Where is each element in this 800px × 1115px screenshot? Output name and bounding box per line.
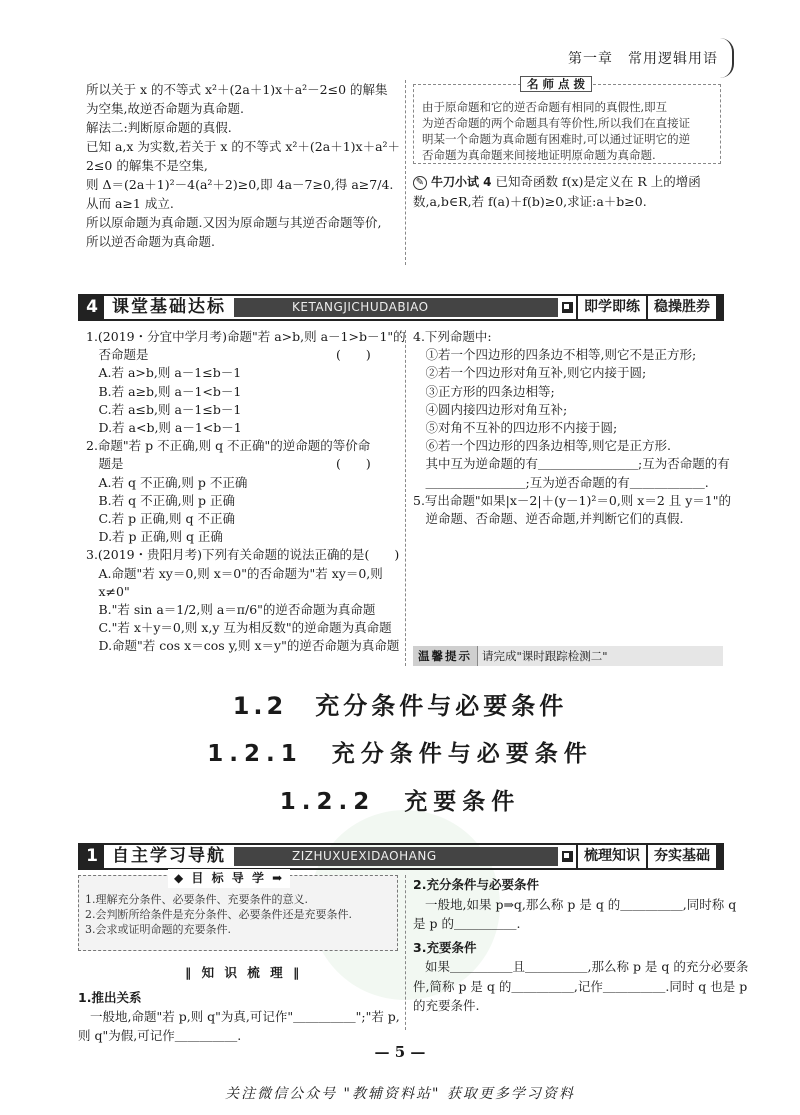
section-line: 则 q"为假,可记作＿＿＿＿＿.	[78, 1028, 242, 1043]
text-line: 解法二:判断原命题的真假.	[86, 120, 232, 135]
column-divider	[405, 875, 406, 1030]
text-line: ⑤对角不互补的四边形不内接于圆;	[413, 420, 618, 436]
right-questions	[413, 328, 731, 528]
text-line: 逆命题、否命题、逆否命题,并判断它们的真假.	[413, 511, 684, 527]
text-line: C."若 x＋y＝0,则 x,y 互为相反数"的逆命题为真命题	[86, 620, 392, 636]
banner-pinyin: ZIZHUXUEXIDAOHANG	[234, 847, 558, 866]
section-banner-4	[78, 294, 724, 321]
text-line: 否命题为真命题来间接地证明原命题为真命题.	[422, 148, 656, 162]
knowledge-title: ‖ 知 识 梳 理 ‖	[185, 965, 303, 980]
reminder-bar	[413, 646, 723, 666]
quiz-line-1: 已知奇函数 f(x)是定义在 R 上的增函	[495, 174, 701, 189]
text-line: ④圆内接四边形对角互补;	[413, 401, 568, 417]
section-heading: 3.充要条件	[413, 939, 477, 955]
text-line: 题是 ( )	[86, 456, 371, 472]
text-line: ①若一个四边形的四条边不相等,则它不是正方形;	[413, 347, 697, 363]
text-line: C.若 a≤b,则 a－1≤b－1	[86, 401, 242, 417]
banner-end-bar	[716, 296, 722, 319]
text-line: 则 Δ＝(2a＋1)²－4(a²＋2)≥0,即 4a－7≥0,得 a≥7/4.	[86, 177, 394, 192]
section-line: 是 p 的＿＿＿＿＿.	[413, 916, 521, 931]
section-title-1-2-1: 1.2.1 充分条件与必要条件	[207, 741, 593, 767]
header-ornament	[720, 38, 734, 78]
section-line: 一般地,如果 p⇒q,那么称 p 是 q 的＿＿＿＿＿,同时称 q	[425, 896, 737, 912]
reminder-label: 温馨提示	[413, 646, 478, 666]
text-line: B."若 sin a＝1/2,则 a＝π/6"的逆否命题为真命题	[86, 602, 376, 618]
column-divider	[405, 80, 406, 265]
chapter-header: 第一章 常用逻辑用语	[568, 51, 718, 67]
square-icon	[558, 845, 576, 868]
section-line: 件,简称 p 是 q 的＿＿＿＿＿,记作＿＿＿＿＿.同时 q 也是 p	[413, 978, 748, 994]
text-line: A.若 a>b,则 a－1≤b－1	[86, 365, 242, 381]
section-line: 一般地,命题"若 p,则 q"为真,可记作"＿＿＿＿＿";"若 p,	[90, 1009, 400, 1024]
text-line: 由于原命题和它的逆否命题有相同的真假性,即互	[422, 100, 668, 114]
text-line: 3.(2019・贵阳月考)下列有关命题的说法正确的是( )	[86, 547, 400, 563]
text-line: 所以逆否命题为真命题.	[86, 234, 215, 249]
teacher-note-title: 名 师 点 拨	[520, 76, 592, 92]
text-line: 2.会判断所给条件是充分条件、必要条件还是充要条件.	[85, 908, 352, 921]
banner-end-bar	[716, 845, 722, 868]
text-line: 从而 a≥1 成立.	[86, 196, 174, 211]
section-line: 的充要条件.	[413, 998, 480, 1013]
text-line: 所以原命题为真命题.又因为原命题与其逆否命题等价,	[86, 215, 382, 230]
banner-number: 4	[80, 296, 104, 319]
text-line: x≠0"	[86, 583, 130, 599]
text-line: 1.理解充分条件、必要条件、充要条件的意义.	[85, 893, 308, 906]
text-line: 明某一个命题为真命题有困难时,可以通过证明它的逆	[422, 132, 691, 146]
text-line: 其中互为逆命题的有＿＿＿＿＿＿＿＿;互为否命题的有	[413, 456, 730, 472]
quiz-line-2: 数,a,b∈R,若 f(a)＋f(b)≥0,求证:a＋b≥0.	[413, 194, 647, 209]
section-banner-1	[78, 843, 724, 870]
quiz-label: 牛刀小试 4	[430, 175, 492, 189]
section-title-1-2-2: 1.2.2 充要条件	[279, 789, 521, 815]
knife-icon: ✎	[413, 176, 427, 190]
section-heading: 1.推出关系	[78, 990, 142, 1005]
text-line: B.若 a≥b,则 a－1<b－1	[86, 383, 242, 399]
text-line: 为空集,故逆否命题为真命题.	[86, 101, 244, 116]
text-line: ⑥若一个四边形的四条边相等,则它是正方形.	[413, 438, 671, 454]
text-line: A.命题"若 xy＝0,则 x＝0"的否命题为"若 xy＝0,则	[86, 565, 383, 581]
solution-text	[86, 80, 401, 251]
text-line: 2≤0 的解集不是空集,	[86, 158, 208, 173]
text-line: 2.命题"若 p 不正确,则 q 不正确"的逆命题的等价命	[86, 438, 371, 454]
text-line: ②若一个四边形对角互补,则它内接于圆;	[413, 365, 647, 381]
page-number: — 5 —	[374, 1043, 426, 1061]
banner-title: 自主学习导航	[112, 846, 226, 866]
section-deduction	[78, 988, 400, 1045]
quiz-4	[413, 172, 723, 211]
text-line: 4.下列命题中:	[413, 329, 492, 344]
teacher-note-box	[413, 84, 721, 164]
banner-tag-2: 稳操胜券	[646, 296, 716, 319]
section-conditions	[413, 875, 749, 1016]
text-line: 已知 a,x 为实数,若关于 x 的不等式 x²＋(2a＋1)x＋a²＋	[86, 139, 401, 154]
text-line: A.若 q 不正确,则 p 不正确	[86, 474, 248, 490]
text-line: 所以关于 x 的不等式 x²＋(2a＋1)x＋a²－2≤0 的解集	[86, 82, 388, 97]
banner-pinyin: KETANGJICHUDABIAO	[234, 298, 558, 317]
square-icon	[558, 296, 576, 319]
section-heading: 2.充分条件与必要条件	[413, 877, 539, 892]
text-line: 否命题是 ( )	[86, 347, 371, 363]
left-questions	[86, 328, 406, 656]
section-line: 如果＿＿＿＿＿且＿＿＿＿＿,那么称 p 是 q 的充分必要条	[425, 959, 749, 974]
footer-note: 关注微信公众号 "教辅资料站" 获取更多学习资料	[225, 1086, 575, 1102]
text-line: 为逆否命题的两个命题具有等价性,所以我们在直接证	[422, 116, 691, 130]
text-line: C.若 p 正确,则 q 不正确	[86, 511, 235, 527]
text-line: B.若 q 不正确,则 p 正确	[86, 492, 236, 508]
column-divider	[405, 330, 406, 666]
text-line: D.若 p 正确,则 q 正确	[86, 529, 223, 545]
text-line: 3.会求或证明命题的充要条件.	[85, 923, 231, 936]
banner-tag-1: 即学即练	[576, 296, 646, 319]
section-title-1-2: 1.2 充分条件与必要条件	[232, 692, 568, 720]
text-line: 5.写出命题"如果|x－2|＋(y－1)²＝0,则 x＝2 且 y＝1"的	[413, 492, 731, 508]
text-line: ③正方形的四条边相等;	[413, 383, 555, 399]
text-line: ＿＿＿＿＿＿＿＿;互为逆否命题的有＿＿＿＿＿＿.	[413, 474, 709, 490]
text-line: D.若 a<b,则 a－1<b－1	[86, 420, 242, 436]
text-line: D.命题"若 cos x＝cos y,则 x＝y"的逆否命题为真命题	[86, 638, 400, 654]
text-line: 1.(2019・分宜中学月考)命题"若 a>b,则 a－1>b－1"的	[86, 329, 406, 344]
banner-number: 1	[80, 845, 104, 868]
reminder-text: 请完成"课时跟踪检测二"	[482, 648, 608, 663]
goals-title: ◆ 目 标 导 学 ➡	[168, 869, 290, 888]
banner-tag-2: 夯实基础	[646, 845, 716, 868]
banner-title: 课堂基础达标	[112, 297, 226, 317]
banner-tag-1: 梳理知识	[576, 845, 646, 868]
